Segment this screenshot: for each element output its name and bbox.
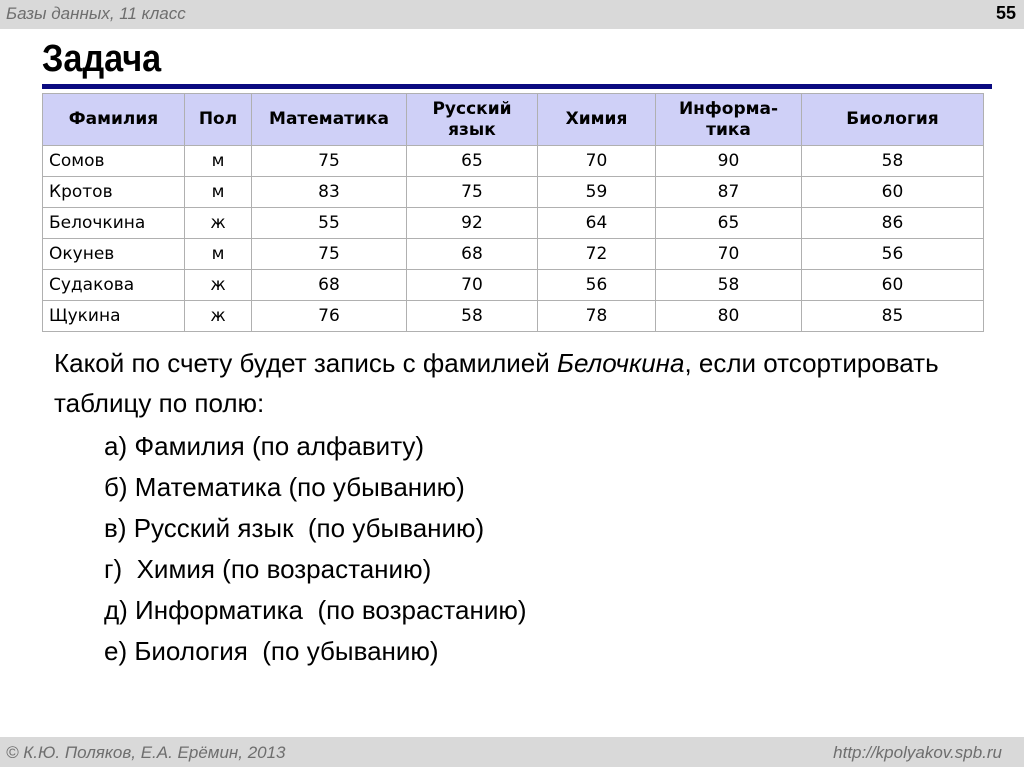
footer-url[interactable]: http://kpolyakov.spb.ru <box>833 743 1002 762</box>
column-header: Математика <box>252 94 407 146</box>
table-cell: ж <box>185 301 252 332</box>
table-cell: м <box>185 146 252 177</box>
table-cell: Судакова <box>43 270 185 301</box>
table-cell: 65 <box>407 146 538 177</box>
table-cell: 76 <box>252 301 407 332</box>
table-cell: ж <box>185 208 252 239</box>
table-cell: 70 <box>538 146 656 177</box>
table-cell: 75 <box>252 146 407 177</box>
table-row <box>43 301 984 332</box>
footer-authors: © К.Ю. Поляков, Е.А. Ерёмин, 2013 <box>6 743 286 762</box>
table-cell: 56 <box>538 270 656 301</box>
column-header: Химия <box>538 94 656 146</box>
table-cell: 70 <box>656 239 802 270</box>
footer-bar <box>0 737 1024 767</box>
column-header: Фамилия <box>43 94 185 146</box>
table-cell: 58 <box>802 146 984 177</box>
option-item: а) Фамилия (по алфавиту) <box>104 431 425 461</box>
column-header: Русский язык <box>407 94 538 146</box>
column-header: Информа- тика <box>656 94 802 146</box>
table-cell: 75 <box>252 239 407 270</box>
table-cell: 72 <box>538 239 656 270</box>
table-cell: 87 <box>656 177 802 208</box>
question-part: , если отсортировать таблицу по полю: <box>54 348 939 418</box>
options-list <box>104 426 527 672</box>
table-cell: 70 <box>407 270 538 301</box>
students-table <box>42 93 984 332</box>
column-header: Пол <box>185 94 252 146</box>
table-cell: 58 <box>656 270 802 301</box>
table-cell: 78 <box>538 301 656 332</box>
table-cell: 68 <box>407 239 538 270</box>
option-item: г) Химия (по возрастанию) <box>104 554 432 584</box>
table-cell: 59 <box>538 177 656 208</box>
table-cell: 64 <box>538 208 656 239</box>
table-cell: Белочкина <box>43 208 185 239</box>
table-row <box>43 146 984 177</box>
table-cell: 75 <box>407 177 538 208</box>
table-cell: 65 <box>656 208 802 239</box>
table-cell: ж <box>185 270 252 301</box>
table-cell: 60 <box>802 270 984 301</box>
table-cell: м <box>185 177 252 208</box>
table-cell: 55 <box>252 208 407 239</box>
page-number: 55 <box>995 3 1016 23</box>
table-row <box>43 239 984 270</box>
table-cell: 83 <box>252 177 407 208</box>
table-cell: 80 <box>656 301 802 332</box>
table-cell: Щукина <box>43 301 185 332</box>
table-cell: Окунев <box>43 239 185 270</box>
table-cell: 60 <box>802 177 984 208</box>
question-surname: Белочкина <box>557 348 685 378</box>
option-item: д) Информатика (по возрастанию) <box>104 595 527 625</box>
table-cell: 92 <box>407 208 538 239</box>
slide-title: Задача <box>42 38 162 80</box>
course-title: Базы данных, 11 класс <box>6 4 186 23</box>
table-cell: 68 <box>252 270 407 301</box>
table-cell: Сомов <box>43 146 185 177</box>
option-item: в) Русский язык (по убыванию) <box>104 513 485 543</box>
table-cell: Кротов <box>43 177 185 208</box>
header-bar <box>0 0 1024 29</box>
table-row <box>43 177 984 208</box>
question-text <box>54 343 1004 423</box>
title-divider <box>42 84 992 89</box>
table-cell: 58 <box>407 301 538 332</box>
table-cell: 85 <box>802 301 984 332</box>
table-cell: м <box>185 239 252 270</box>
table-cell: 86 <box>802 208 984 239</box>
table-header-row <box>43 94 984 146</box>
question-part: Какой по счету будет запись с фамилией <box>54 348 558 378</box>
table-row <box>43 270 984 301</box>
option-item: е) Биология (по убыванию) <box>104 636 439 666</box>
table-cell: 90 <box>656 146 802 177</box>
table-cell: 56 <box>802 239 984 270</box>
column-header: Биология <box>802 94 984 146</box>
table-row <box>43 208 984 239</box>
option-item: б) Математика (по убыванию) <box>104 472 465 502</box>
